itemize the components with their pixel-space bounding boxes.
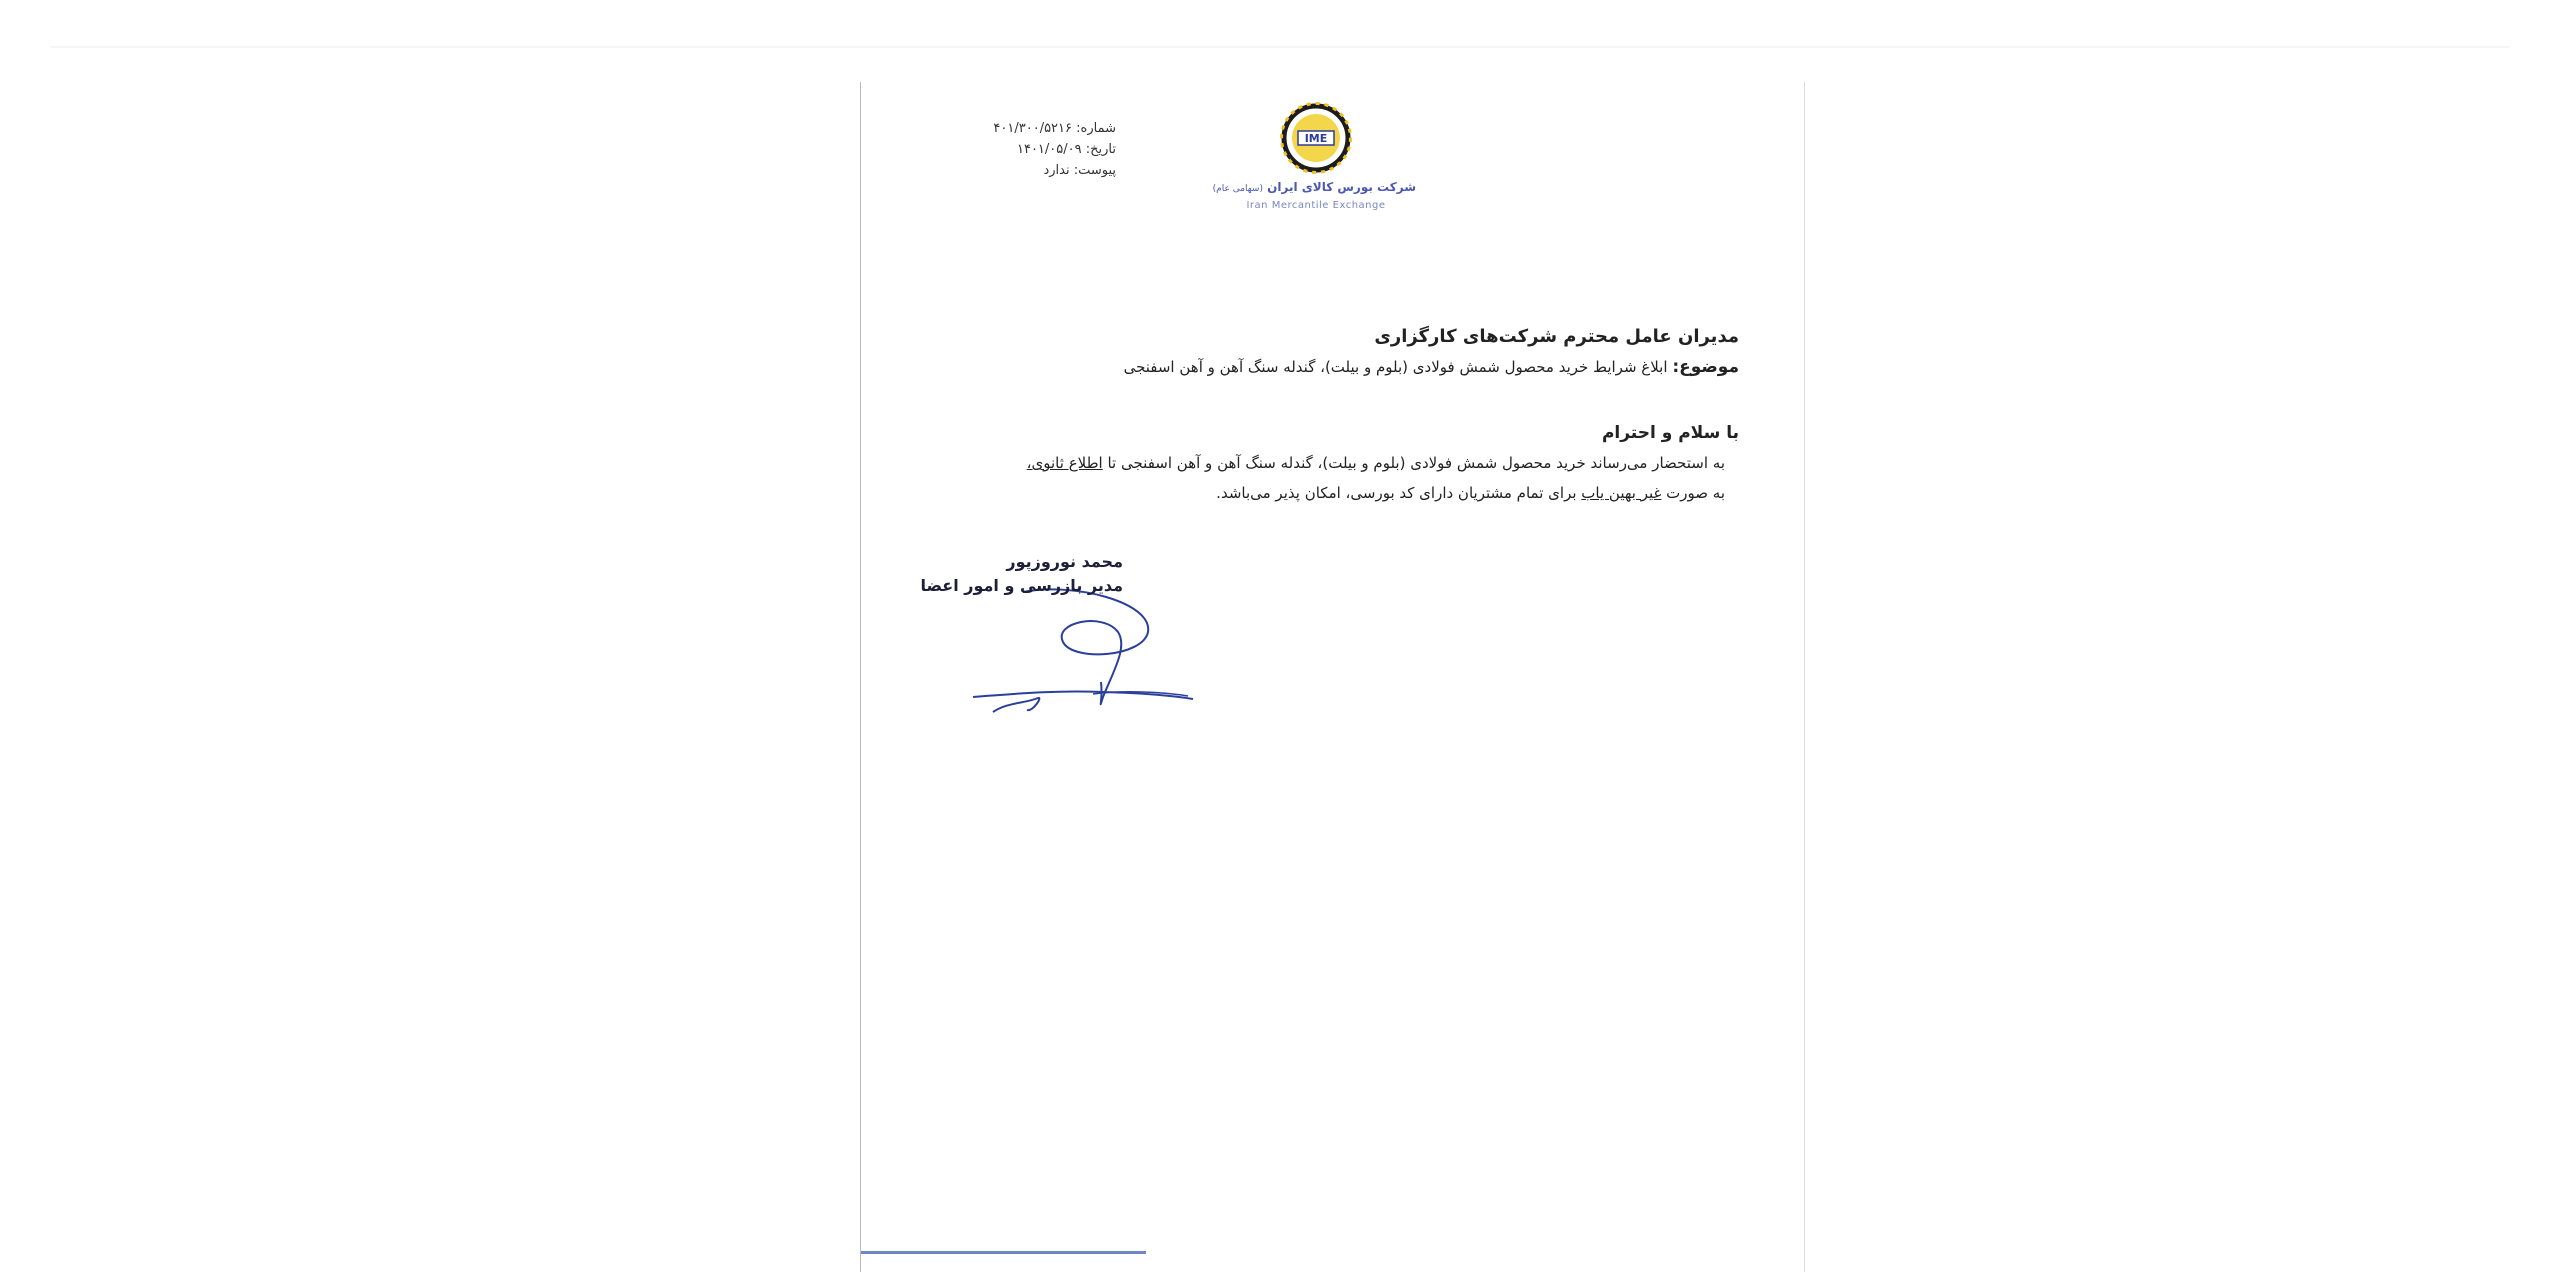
company-logo: [1212, 102, 1416, 232]
paragraph-line-2-underlined: غیر بهین یاب: [1581, 484, 1662, 502]
subject-text: ابلاغ شرایط خرید محصول شمش فولادی (بلوم و بیلت)، گندله سنگ آهن و آهن اسفنجی: [1123, 358, 1668, 376]
logo-mark-text: IME: [1304, 132, 1328, 145]
signer-title: مدیر بازرسی و امور اعضا: [920, 576, 1123, 595]
subject-label: موضوع:: [1672, 357, 1739, 377]
ime-logo-icon: [1280, 102, 1352, 174]
company-name-fa: [1212, 180, 1416, 194]
company-name-fa-main: شرکت بورس کالای ایران: [1267, 180, 1416, 194]
viewer-top-divider: [50, 46, 2510, 48]
paragraph-line-2-start: به صورت: [1661, 484, 1725, 502]
paragraph-line-2: [951, 478, 1725, 508]
paragraph-line-1-text: به استحضار می‌رساند خرید محصول شمش فولادی (بلوم و بیلت)، گندله سنگ آهن و آهن اسفنجی تا: [1102, 454, 1725, 472]
page-footer-line: [861, 1251, 1146, 1254]
paragraph-line-2-end: برای تمام مشتریان دارای کد بورسی، امکان پذیر می‌باشد.: [1216, 484, 1582, 502]
letter-date: تاریخ: ۱۴۰۱/۰۵/۰۹: [1016, 142, 1116, 157]
company-name-fa-suffix: (سهامی عام): [1212, 184, 1263, 194]
letter-subject: [951, 352, 1739, 382]
company-name-en: Iran Mercantile Exchange: [1246, 200, 1386, 211]
letter-meta: [971, 118, 1116, 181]
letter-paragraph: [951, 448, 1739, 508]
letter-addressee: مدیران عامل محترم شرکت‌های کارگزاری: [1374, 326, 1739, 347]
letter-body: [951, 322, 1739, 508]
letter-attachment: پیوست: ندارد: [1043, 163, 1116, 178]
letter-number: شماره: ۴۰۱/۳۰۰/۵۲۱۶: [993, 121, 1116, 136]
document-page: [860, 82, 1805, 1272]
signer-name: محمد نوروزپور: [1006, 552, 1123, 571]
paragraph-line-1-underlined: اطلاع ثانوی،: [1026, 454, 1103, 472]
paragraph-line-1: [951, 448, 1725, 478]
signature-block: [920, 552, 1233, 752]
letter-greeting: با سلام و احترام: [1601, 423, 1739, 443]
